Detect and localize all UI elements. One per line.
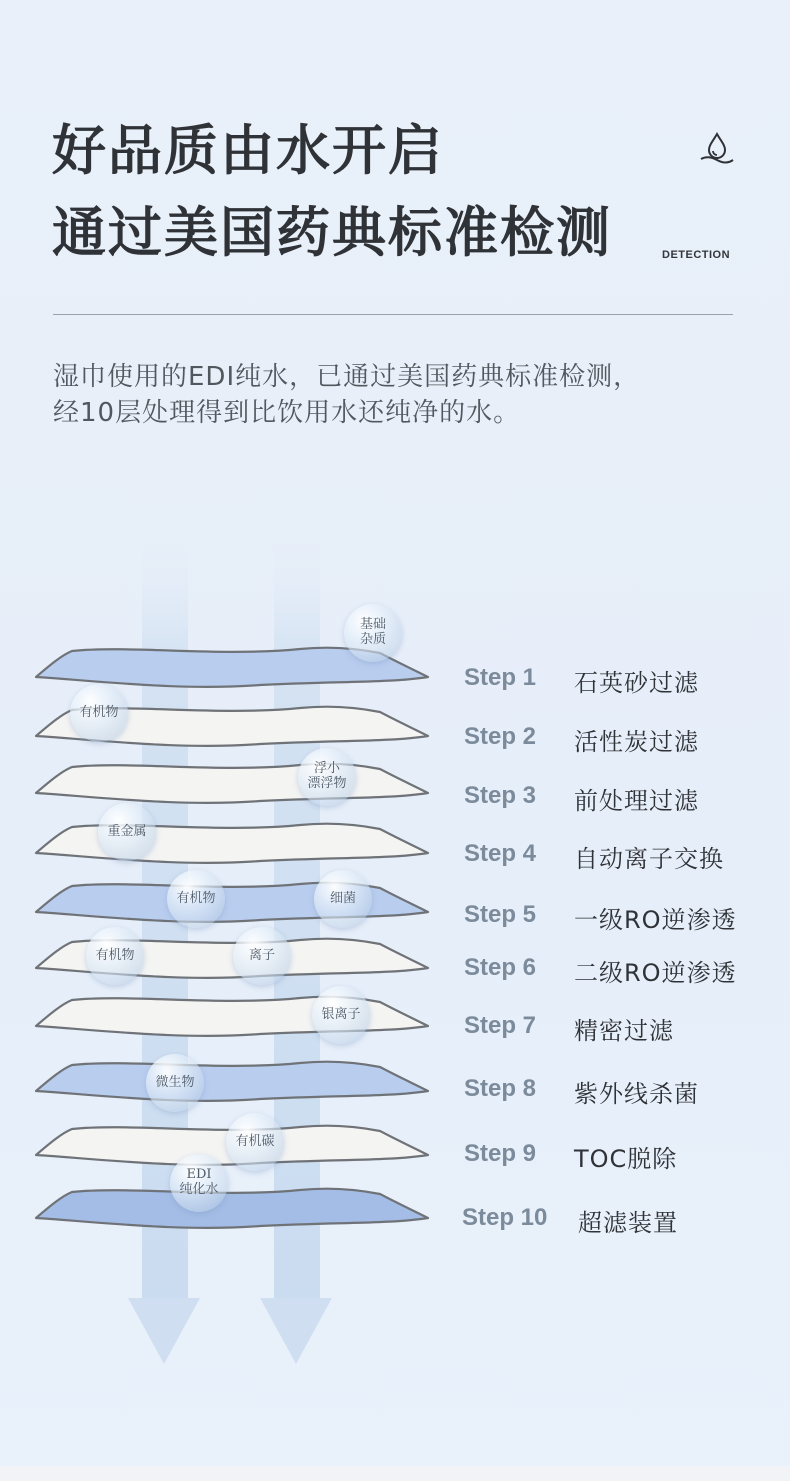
step-number: Step 9: [464, 1140, 537, 1167]
step-number: Step 4: [464, 840, 537, 867]
page-title-line1: 好品质由水开启: [52, 119, 444, 182]
step-name: 精密过滤: [574, 1017, 674, 1045]
impurity-bubble: 基础 杂质: [344, 604, 402, 662]
impurity-bubble: 有机物: [167, 870, 225, 928]
filter-layer-8: [36, 1062, 428, 1101]
divider: [53, 314, 733, 315]
impurity-bubble: 有机碳: [226, 1113, 284, 1171]
filtration-diagram: [0, 540, 790, 1390]
step-number: Step 10: [462, 1204, 548, 1231]
step-name: TOC脱除: [574, 1145, 678, 1173]
impurity-bubble: 银离子: [312, 986, 370, 1044]
impurity-bubble: EDI 纯化水: [170, 1154, 228, 1212]
impurity-bubble: 微生物: [146, 1054, 204, 1112]
impurity-bubble: 离子: [233, 927, 291, 985]
step-name: 前处理过滤: [574, 787, 699, 815]
arrow-down-icon: [260, 1298, 332, 1364]
description-line1: 湿巾使用的EDI纯水，已通过美国药典标准检测，: [53, 362, 641, 392]
step-number: Step 6: [464, 954, 537, 981]
step-number: Step 7: [464, 1012, 537, 1039]
step-number: Step 1: [464, 664, 537, 691]
impurity-bubble: 细菌: [314, 870, 372, 928]
step-number: Step 2: [464, 723, 537, 750]
step-name: 活性炭过滤: [574, 728, 699, 756]
step-name: 紫外线杀菌: [574, 1080, 699, 1108]
step-name: 一级RO逆渗透: [574, 906, 737, 934]
page-title-line2: 通过美国药典标准检测: [52, 201, 612, 264]
step-name: 超滤装置: [578, 1209, 678, 1237]
step-name: 石英砂过滤: [574, 669, 699, 697]
water-drop-icon: [698, 130, 736, 168]
step-number: Step 3: [464, 782, 537, 809]
step-number: Step 8: [464, 1075, 537, 1102]
impurity-bubble: 重金属: [98, 803, 156, 861]
impurity-bubble: 有机物: [70, 684, 128, 742]
arrow-down-icon: [128, 1298, 200, 1364]
detection-tag: DETECTION: [662, 249, 731, 261]
impurity-bubble: 有机物: [86, 927, 144, 985]
bottom-strip: [0, 1466, 790, 1481]
impurity-bubble: 浮小 漂浮物: [298, 748, 356, 806]
step-name: 二级RO逆渗透: [574, 959, 737, 987]
filter-layer-4: [36, 824, 428, 863]
filter-layer-3: [36, 764, 428, 803]
step-name: 自动离子交换: [574, 845, 724, 873]
step-number: Step 5: [464, 901, 537, 928]
filter-layer-10: [36, 1189, 428, 1228]
description-line2: 经10层处理得到比饮用水还纯净的水。: [53, 398, 521, 428]
